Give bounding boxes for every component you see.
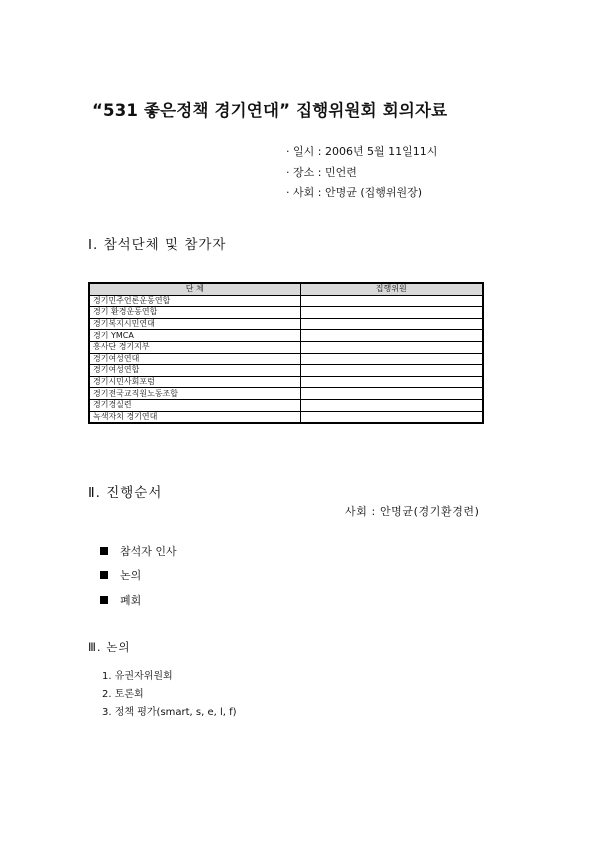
org-cell: 경기여성연합 xyxy=(89,365,300,377)
list-item: 1. 유권자위원회 xyxy=(102,671,173,682)
member-cell xyxy=(300,399,483,411)
table-header-row xyxy=(89,283,483,295)
org-cell: 경기 환경운동연합 xyxy=(89,307,300,319)
org-cell: 경기시민사회포럼 xyxy=(89,376,300,388)
section-1-heading: Ⅰ. 참석단체 및 참가자 xyxy=(88,237,227,253)
list-item: 2. 토론회 xyxy=(102,689,144,700)
table-row xyxy=(89,411,483,423)
order-item-label: 참석자 인사 xyxy=(120,545,177,558)
member-cell xyxy=(300,388,483,400)
org-cell: 경기경실련 xyxy=(89,399,300,411)
member-cell xyxy=(300,353,483,365)
org-cell: 경기복지시민연대 xyxy=(89,318,300,330)
participants-table xyxy=(88,282,484,424)
table-row xyxy=(89,388,483,400)
member-cell xyxy=(300,365,483,377)
table-row xyxy=(89,307,483,319)
member-cell xyxy=(300,341,483,353)
section-2-heading: Ⅱ. 진행순서 xyxy=(88,485,163,501)
org-cell: 경기전국교직원노동조합 xyxy=(89,388,300,400)
square-bullet-icon xyxy=(100,547,108,555)
header-committee-member: 집행위원 xyxy=(300,283,483,295)
member-cell xyxy=(300,307,483,319)
list-item xyxy=(100,543,177,559)
table-row xyxy=(89,318,483,330)
member-cell xyxy=(300,318,483,330)
list-item xyxy=(100,592,141,608)
meeting-place: · 장소 : 민언련 xyxy=(286,166,357,179)
header-organization: 단 체 xyxy=(89,283,300,295)
order-item-label: 논의 xyxy=(120,569,142,582)
table-row xyxy=(89,353,483,365)
table-row xyxy=(89,365,483,377)
member-cell xyxy=(300,376,483,388)
org-cell: 녹색자치 경기연대 xyxy=(89,411,300,423)
org-cell: 경기여성연대 xyxy=(89,353,300,365)
org-cell: 흥사단 경기지부 xyxy=(89,341,300,353)
meeting-date: · 일시 : 2006년 5월 11일11시 xyxy=(286,145,438,158)
table-row xyxy=(89,295,483,307)
table-row xyxy=(89,399,483,411)
org-cell: 경기민주언론운동연합 xyxy=(89,295,300,307)
member-cell xyxy=(300,330,483,342)
order-item-label: 폐회 xyxy=(120,594,142,607)
table-row xyxy=(89,341,483,353)
table-row xyxy=(89,330,483,342)
document-title: “531 좋은정책 경기연대” 집행위원회 회의자료 xyxy=(92,101,448,120)
list-item: 3. 정책 평가(smart, s, e, l, f) xyxy=(102,707,237,718)
member-cell xyxy=(300,295,483,307)
table-row xyxy=(89,376,483,388)
member-cell xyxy=(300,411,483,423)
square-bullet-icon xyxy=(100,571,108,579)
square-bullet-icon xyxy=(100,596,108,604)
list-item xyxy=(100,567,141,583)
section-2-host: 사회 : 안명균(경기환경련) xyxy=(345,505,480,518)
org-cell: 경기 YMCA xyxy=(89,330,300,342)
section-3-heading: Ⅲ. 논의 xyxy=(88,640,131,654)
meeting-host: · 사회 : 안명균 (집행위원장) xyxy=(286,186,423,199)
